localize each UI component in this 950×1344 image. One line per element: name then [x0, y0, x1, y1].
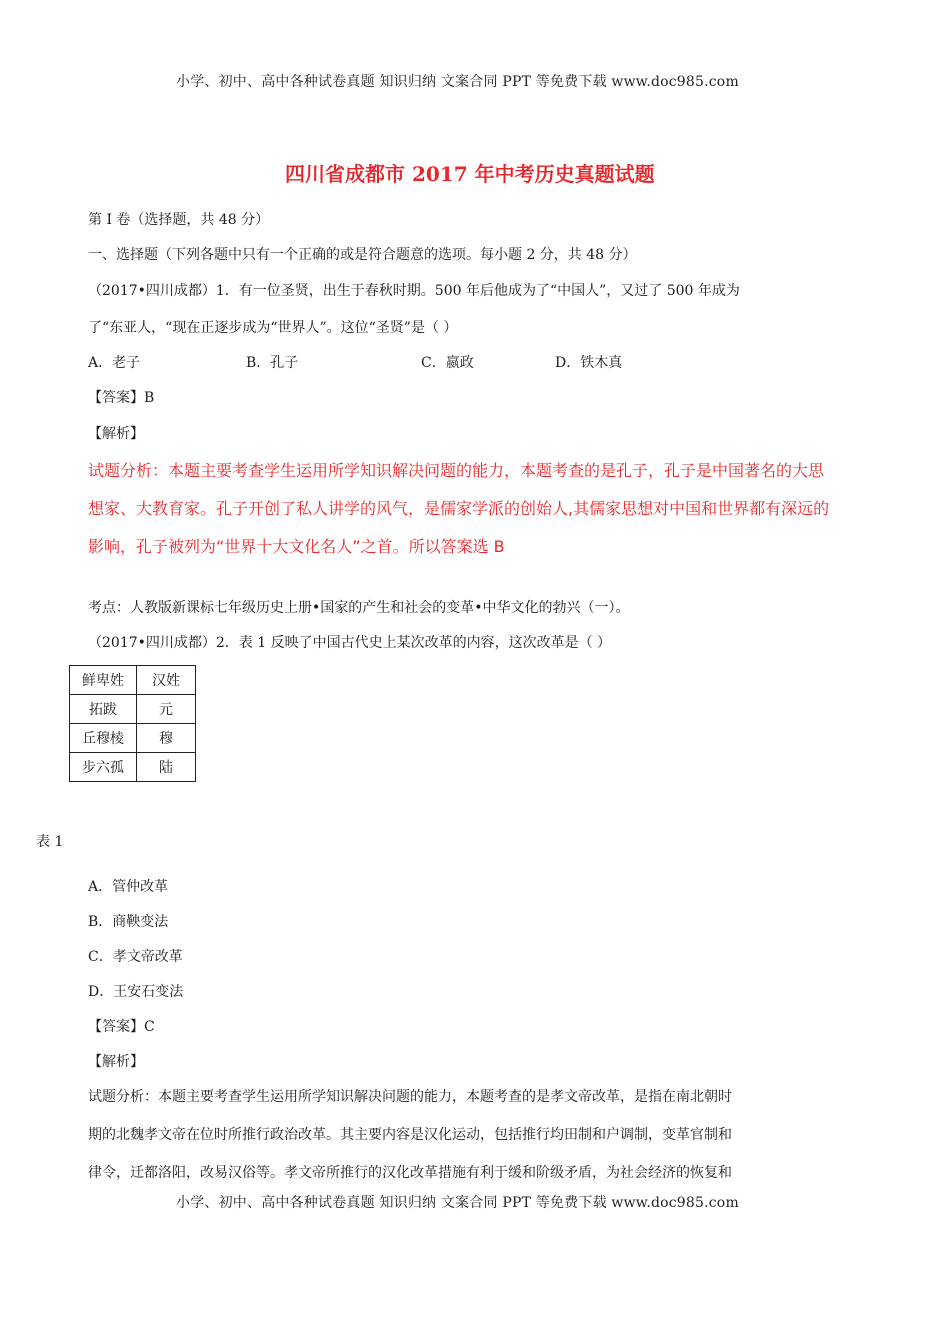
- page-header: 小学、初中、高中各种试卷真题 知识归纳 文案合同 PPT 等免费下载 www.doc985.com: [176, 74, 739, 90]
- q2-option-d: D．王安石变法: [88, 984, 184, 1000]
- q2-analysis-line2: 期的北魏孝文帝在位时所推行政治改革。其主要内容是汉化运动，包括推行均田制和户调制，变革官制和: [88, 1127, 732, 1143]
- table-header-cell: 鲜卑姓: [70, 666, 137, 695]
- table-cell: 步六孤: [70, 753, 137, 782]
- table-row: [70, 666, 196, 695]
- q1-analysis-line1: 试题分析：本题主要考查学生运用所学知识解决问题的能力，本题考查的是孔子，孔子是中国著名的大思: [88, 461, 825, 480]
- q1-kaodian: 考点：人教版新课标七年级历史上册•国家的产生和社会的变革•中华文化的勃兴（一）。: [88, 600, 630, 616]
- table-cell: 丘穆棱: [70, 724, 137, 753]
- q1-option-b: B．孔子: [246, 355, 299, 371]
- q1-option-a: A．老子: [88, 355, 141, 371]
- table-row: [70, 724, 196, 753]
- table-row: [70, 753, 196, 782]
- q1-stem-line2: 了“东亚人，“现在正逐步成为“世界人”。这位“圣贤”是（ ）: [88, 320, 458, 336]
- table-caption: 表 1: [36, 834, 64, 850]
- page-footer: 小学、初中、高中各种试卷真题 知识归纳 文案合同 PPT 等免费下载 www.doc985.com: [176, 1195, 739, 1211]
- table-header-cell: 汉姓: [137, 666, 196, 695]
- table-cell: 元: [137, 695, 196, 724]
- q2-stem: （2017•四川成都）2．表 1 反映了中国古代史上某次改革的内容，这次改革是（ ）: [88, 635, 612, 651]
- table-cell: 拓跋: [70, 695, 137, 724]
- instructions: 一、选择题（下列各题中只有一个正确的或是符合题意的选项。每小题 2 分，共 48 分）: [88, 247, 637, 263]
- q1-analysis-line2: 想家、大教育家。孔子开创了私人讲学的风气，是儒家学派的创始人,其儒家思想对中国和世界都有深远的: [88, 499, 830, 518]
- q2-answer: 【答案】C: [88, 1019, 155, 1035]
- table-cell: 陆: [137, 753, 196, 782]
- section-heading: 第 I 卷（选择题，共 48 分）: [88, 212, 270, 228]
- q2-option-b: B．商鞅变法: [88, 914, 169, 930]
- q2-analysis-line1: 试题分析：本题主要考查学生运用所学知识解决问题的能力，本题考查的是孝文帝改革，是指在南北朝时: [88, 1089, 732, 1105]
- q1-option-c: C．嬴政: [421, 355, 474, 371]
- table-cell: 穆: [137, 724, 196, 753]
- q1-answer: 【答案】B: [88, 390, 155, 406]
- surname-table: [69, 665, 196, 782]
- q1-analysis-line3: 影响，孔子被列为“世界十大文化名人”之首。所以答案选 B: [88, 537, 505, 556]
- q1-option-d: D．铁木真: [555, 355, 623, 371]
- table-row: [70, 695, 196, 724]
- q2-option-c: C．孝文帝改革: [88, 949, 183, 965]
- q1-analysis-label: 【解析】: [88, 426, 144, 442]
- q2-analysis-label: 【解析】: [88, 1054, 144, 1070]
- page-title: 四川省成都市 2017 年中考历史真题试题: [285, 162, 655, 186]
- q1-stem-line1: （2017•四川成都）1．有一位圣贤，出生于春秋时期。500 年后他成为了“中国人”，又过了 500 年成为: [88, 283, 740, 299]
- q2-option-a: A．管仲改革: [88, 879, 169, 895]
- q2-analysis-line3: 律令，迁都洛阳，改易汉俗等。孝文帝所推行的汉化改革措施有利于缓和阶级矛盾，为社会经济的恢复和: [88, 1165, 732, 1181]
